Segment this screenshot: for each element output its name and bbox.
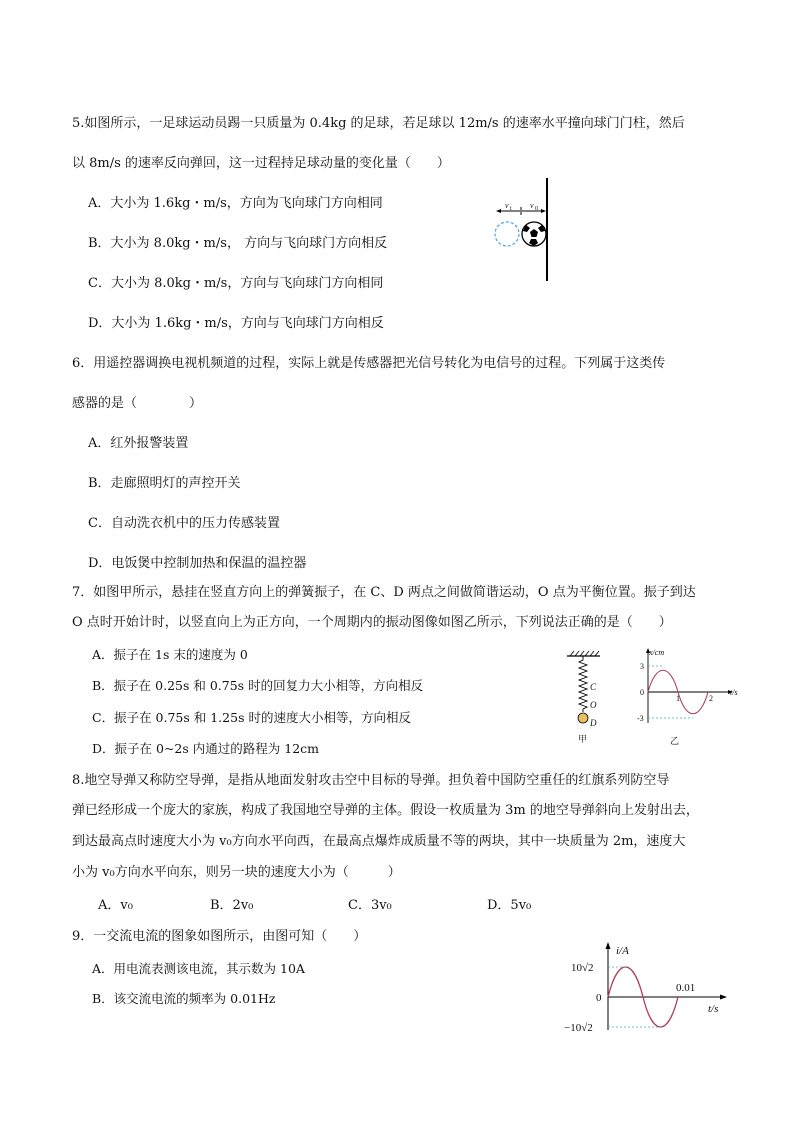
q7-stem-line-2: O 点时开始计时，以竖直向上为正方向，一个周期内的振动图像如图乙所示，下列说法正确的是（ ）: [72, 615, 672, 630]
q7-stem-line-1: 7．如图甲所示，悬挂在竖直方向上的弹簧振子，在 C、D 两点之间做简谐运动，O 点为平衡位置。振子到达: [72, 585, 696, 600]
xt-ylabel: x/cm: [649, 648, 665, 657]
label-o: O: [590, 700, 597, 710]
q5-option-a: A．大小为 1.6kg・m/s，方向为飞向球门方向相同: [88, 196, 383, 211]
oscillator-ball: [578, 713, 588, 723]
caption-yi: 乙: [670, 736, 680, 746]
rebound-ball-outline: [495, 222, 519, 246]
label-c: C: [590, 682, 597, 692]
q9-option-b: B．该交流电流的频率为 0.01Hz: [92, 991, 276, 1006]
q6-option-a: A．红外报警装置: [88, 436, 189, 451]
q6-stem-line-2: 感器的是（ ）: [72, 396, 203, 411]
q8-option-b: B．2v₀: [210, 898, 254, 913]
label-d: D: [590, 718, 597, 728]
q6-stem-line-1: 6．用遥控器调换电视机频道的过程，实际上就是传感器把光信号转化为电信号的过程。下列属于这类传: [72, 356, 666, 371]
q5-stem-line-2: 以 8m/s 的速率反向弹回，这一过程持足球动量的变化量（ ）: [72, 156, 450, 171]
q5-option-b: B．大小为 8.0kg・m/s， 方向与飞向球门方向相反: [88, 236, 388, 251]
q9-option-a: A．用电流表测该电流，其示数为 10A: [92, 961, 305, 976]
current-xlabel: t/s: [708, 1003, 719, 1015]
q5-stem-line-1: 5.如图所示，一足球运动员踢一只质量为 0.4kg 的足球，若足球以 12m/s 的速率水平撞向球门门柱，然后: [72, 116, 685, 131]
q9-stem-line-1: 9．一交流电流的图象如图所示，由图可知（ ）: [72, 929, 367, 944]
q6-option-c: C．自动洗衣机中的压力传感装置: [88, 516, 280, 531]
spring-coil: [579, 656, 587, 712]
q8-option-d: D．5v₀: [487, 898, 532, 913]
q5-soccer-figure: [490, 178, 560, 283]
q7-spring-figure: [562, 650, 612, 745]
q7-option-b: B．振子在 0.25s 和 0.75s 时的回复力大小相等，方向相反: [92, 678, 424, 693]
current-tick-bottom: −10√2: [564, 1022, 593, 1034]
q8-option-c: C．3v₀: [348, 898, 392, 913]
label-vt: v: [505, 201, 509, 210]
caption-jia: 甲: [578, 734, 588, 744]
label-vt-sub: t: [510, 206, 512, 212]
current-tick-zero: 0: [596, 992, 602, 1004]
q7-option-a: A．振子在 1s 末的速度为 0: [92, 647, 248, 662]
xt-tick-1: 1: [676, 694, 680, 703]
xt-tick-0: 0: [640, 688, 644, 697]
q8-stem-line-2: 弹已经形成一个庞大的家族，构成了我国地空导弹的主体。假设一枚质量为 3m 的地空导弹斜向上发射出去，: [72, 803, 699, 818]
q8-stem-line-3: 到达最高点时速度大小为 v₀方向水平向西，在最高点爆炸成质量不等的两块，其中一块质量为 2m，速度大: [72, 834, 686, 849]
label-v0-sub: 0: [535, 206, 538, 212]
q6-option-d: D．电饭煲中控制加热和保温的温控器: [88, 556, 307, 571]
q7-xt-graph: [630, 645, 750, 745]
current-tick-period: 0.01: [676, 982, 696, 994]
xt-tick-3: 3: [640, 662, 644, 671]
q8-option-a: A．v₀: [98, 898, 133, 913]
xt-xlabel: t/s: [730, 688, 738, 697]
q8-stem-line-4: 小为 v₀方向水平向东，则另一块的速度大小为（ ）: [72, 865, 401, 880]
q7-option-d: D．振子在 0~2s 内通过的路程为 12cm: [92, 741, 319, 756]
xt-tick-2: 2: [709, 694, 713, 703]
current-ylabel: i/A: [616, 945, 629, 957]
q9-current-graph: [564, 940, 748, 1035]
q7-option-c: C．振子在 0.75s 和 1.25s 时的速度大小相等，方向相反: [92, 710, 411, 725]
label-v0: v: [530, 201, 534, 210]
q5-option-c: C．大小为 8.0kg・m/s，方向与飞向球门方向相同: [88, 276, 384, 291]
xt-tick-neg3: -3: [637, 714, 644, 723]
soccer-ball-icon: [522, 222, 546, 246]
q8-stem-line-1: 8.地空导弹又称防空导弹，是指从地面发射攻击空中目标的导弹。担负着中国防空重任的红旗系列防空导: [72, 773, 670, 788]
q5-option-d: D．大小为 1.6kg・m/s，方向与飞向球门方向相反: [88, 316, 384, 331]
q6-option-b: B．走廊照明灯的声控开关: [88, 476, 241, 491]
current-tick-top: 10√2: [571, 962, 594, 974]
